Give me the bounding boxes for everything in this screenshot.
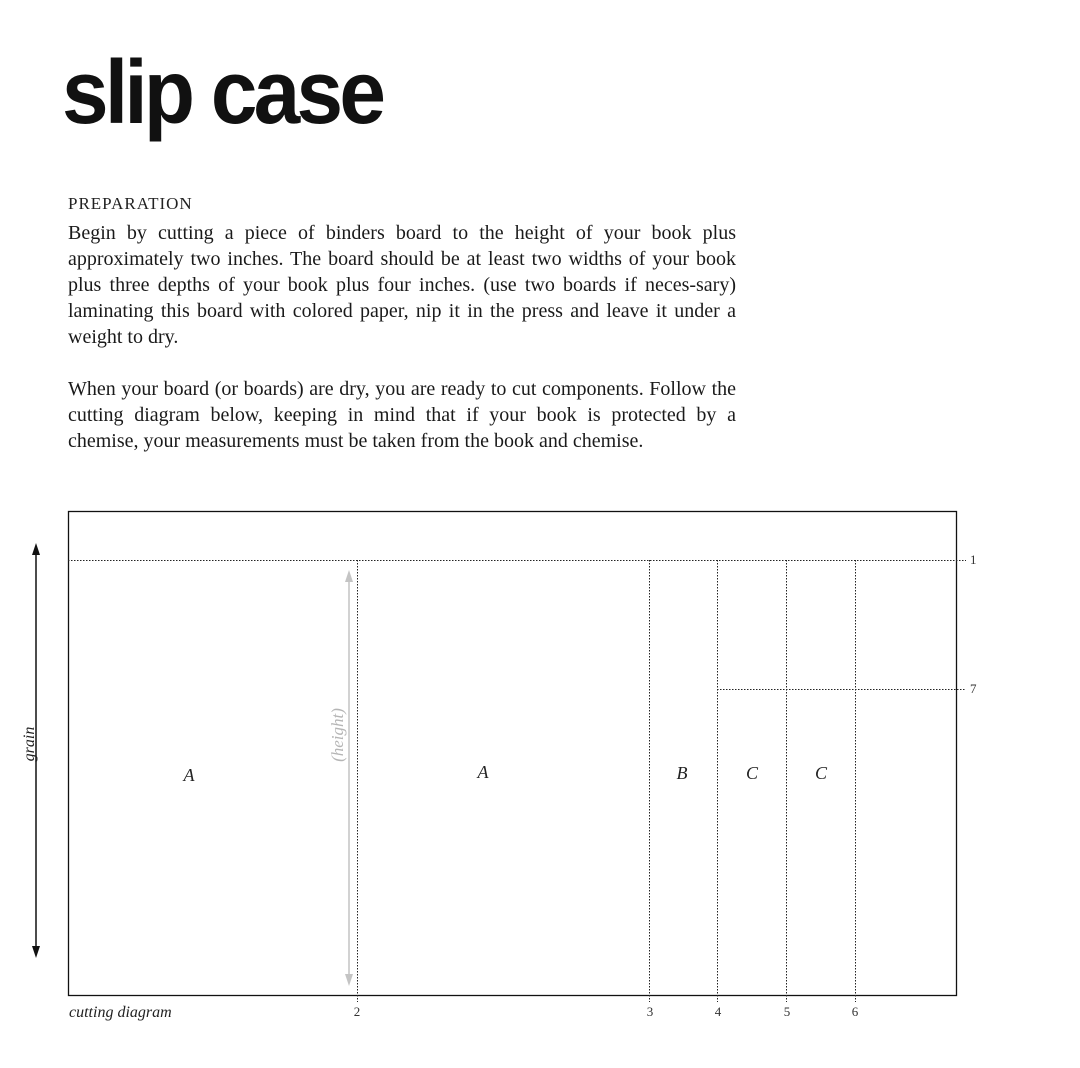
cut-number-5: 5 (783, 1004, 791, 1019)
preparation-paragraph-1: Begin by cutting a piece of binders board to the height of your book plus approximately two inches. The board should be at least two widths of your book plus three depths of your book plus four inches. (use two boards if neces-sary) laminating this board with colored paper, nip it in the press and leave it under a weight to dry. (68, 222, 736, 348)
piece-label-c-1: C (745, 763, 759, 783)
piece-label-b: B (676, 763, 688, 783)
diagram-caption: cutting diagram (69, 1004, 172, 1021)
cut-number-7: 7 (970, 681, 977, 696)
cut-number-6: 6 (851, 1004, 859, 1019)
cut-number-4: 4 (714, 1004, 722, 1019)
piece-label-a-2: A (477, 762, 489, 782)
preparation-paragraph-2: When your board (or boards) are dry, you are ready to cut components. Follow the cutting diagram below, keeping in mind that if your book is protected by a chemise, your measurements must be taken from the book and chemise. (68, 378, 736, 452)
board-outline (69, 512, 957, 996)
section-heading: PREPARATION (68, 194, 193, 213)
height-arrow-icon (345, 570, 353, 986)
piece-label-c-2: C (814, 763, 828, 783)
cut-number-1: 1 (970, 552, 977, 567)
cut-number-2: 2 (353, 1004, 361, 1019)
grain-label: grain (21, 726, 38, 762)
piece-label-a-1: A (183, 765, 195, 785)
height-label: (height) (328, 708, 347, 762)
cut-number-3: 3 (646, 1004, 654, 1019)
page-title: slip case (62, 43, 383, 143)
